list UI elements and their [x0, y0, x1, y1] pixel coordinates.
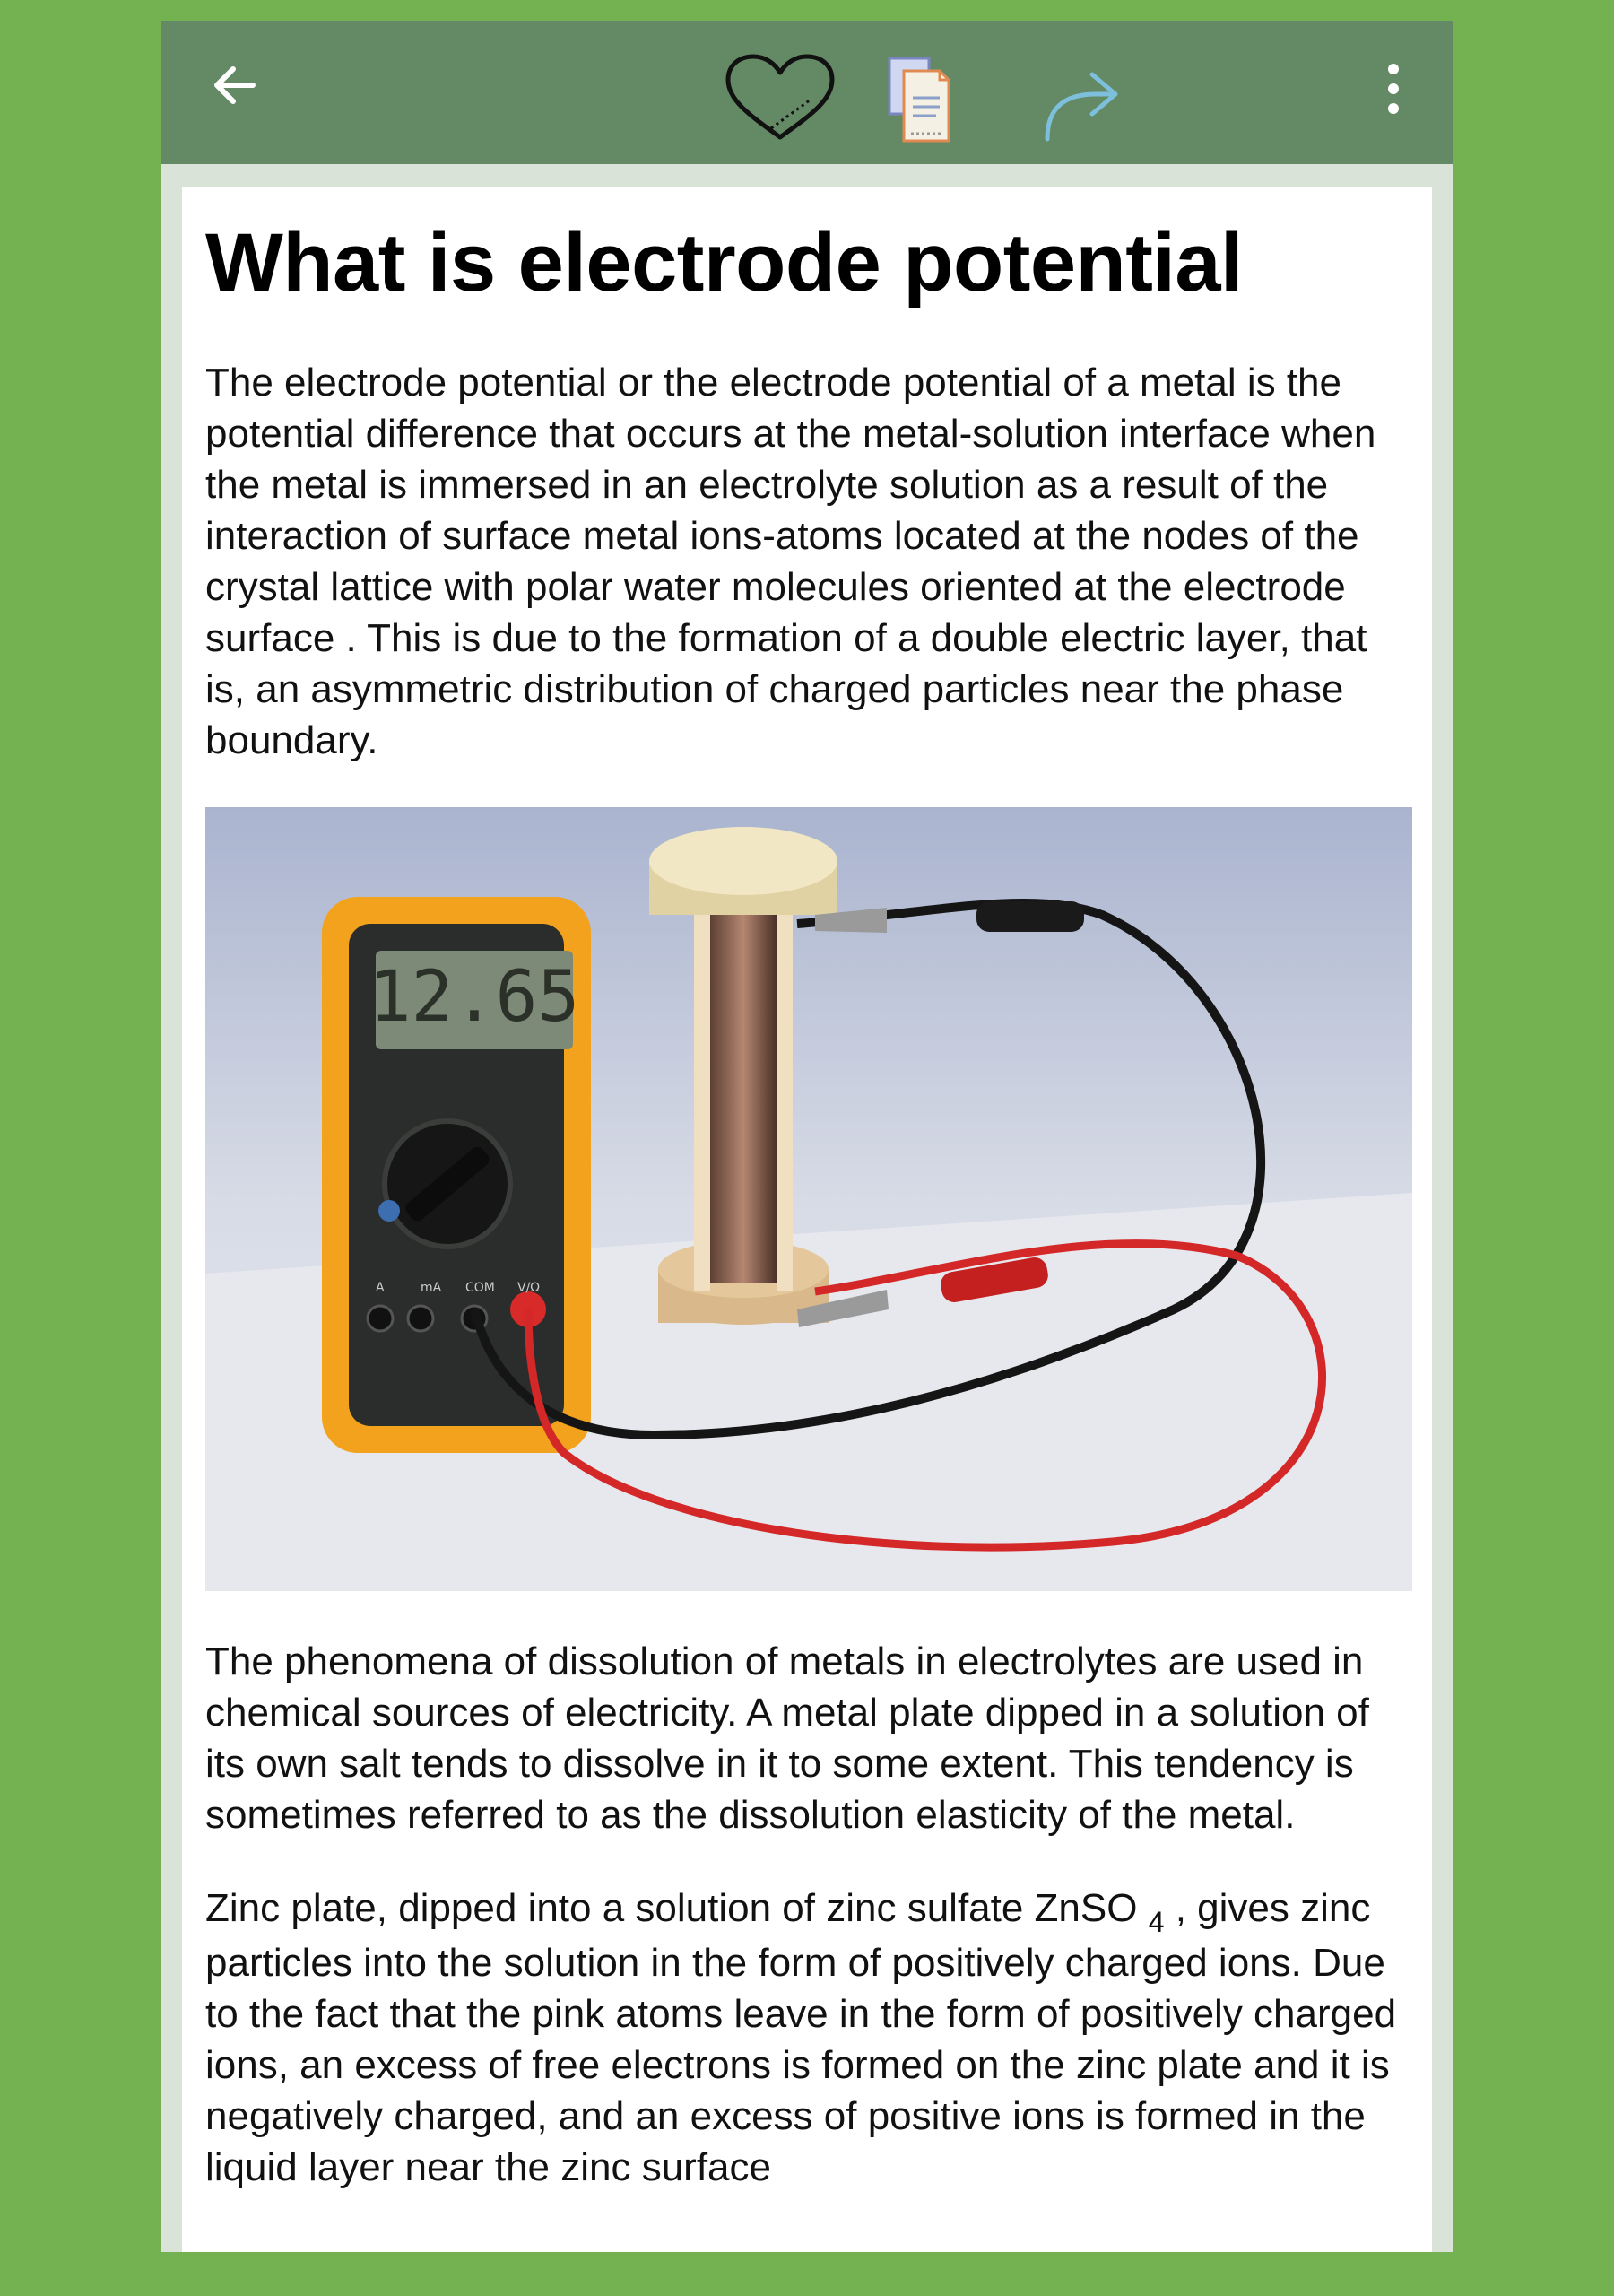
article-card [182, 187, 1432, 2252]
paragraph-text: , gives zinc particles into the solution in the form of positively charged ions. Due to the fact that the pink atoms leave in the form of positively charged ions, an excess of free electrons is formed on the zinc plate and it is negatively charged, and an excess of positive ions is formed in the liquid layer near the zinc surface [205, 1886, 1397, 2189]
back-button[interactable] [206, 57, 264, 114]
article-paragraph: The phenomena of dissolution of metals in electrolytes are used in chemical sources of electricity. A metal plate dipped in a solution of its own salt tends to dissolve in it to some extent. This tendency is sometimes referred to as the dissolution elasticity of the metal. [205, 1639, 1369, 1837]
app-window [161, 21, 1453, 2252]
article-paragraph [205, 1883, 1416, 2193]
arrow-left-icon [206, 57, 264, 114]
favorite-button[interactable] [717, 49, 843, 148]
more-vertical-icon [1383, 53, 1404, 125]
multimeter [322, 897, 591, 1453]
copy-document-icon [886, 51, 954, 148]
article-title: What is electrode potential [205, 217, 1244, 309]
meter-display-text: 12.65 [369, 957, 580, 1038]
share-arrow-icon [1040, 58, 1126, 144]
heart-outline-icon [717, 49, 843, 148]
subscript: 4 [1148, 1906, 1165, 1938]
jack-label-ma: mA [421, 1281, 442, 1295]
jack-label-a: A [376, 1281, 385, 1295]
jack-label-v: V/Ω [517, 1281, 540, 1295]
top-toolbar [161, 21, 1453, 164]
jack-label-com: COM [465, 1281, 495, 1295]
share-button[interactable] [1040, 58, 1126, 144]
article-paragraph: The electrode potential or the electrode potential of a metal is the potential difference that occurs at the metal-solution interface when the metal is immersed in an electrolyte solution as a result of the interaction of surface metal ions-atoms located at the nodes of the crystal lattice with polar water molecules oriented at the electrode surface . This is due to the formation of a double electric layer, that is, an asymmetric distribution of charged particles near the phase boundary. [205, 361, 1376, 762]
paragraph-text: Zinc plate, dipped into a solution of zinc sulfate ZnSO [205, 1886, 1149, 1930]
more-options-button[interactable] [1383, 53, 1404, 125]
article-content [205, 187, 1416, 2193]
copy-button[interactable] [886, 51, 954, 148]
article-photo [205, 807, 1412, 1591]
